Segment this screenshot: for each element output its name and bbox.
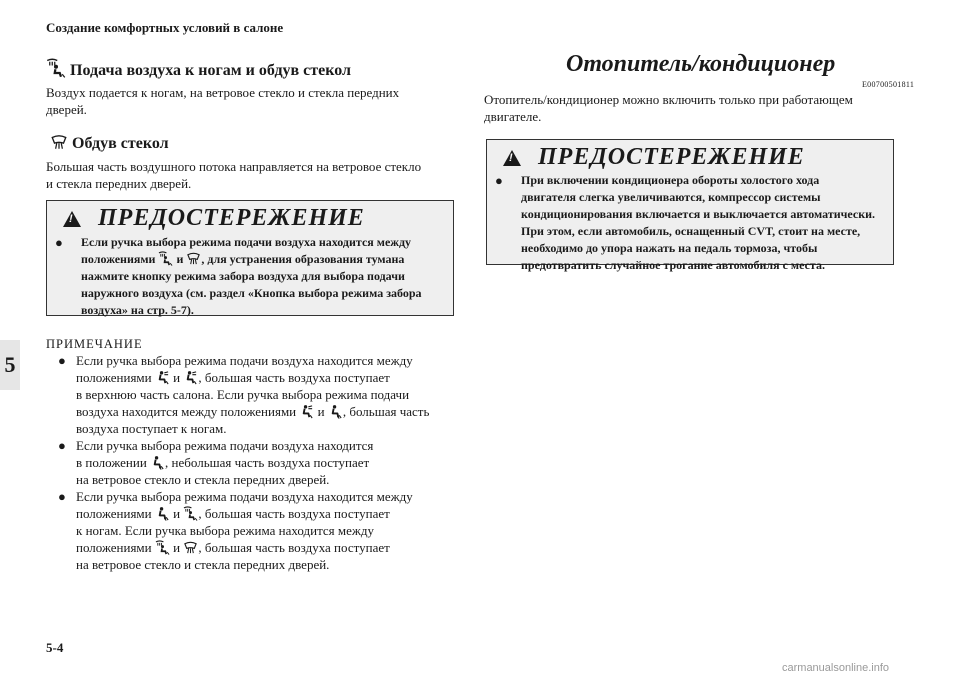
section-title: Подача воздуха к ногам и обдув стекол	[70, 62, 352, 79]
warning-heading	[63, 205, 365, 232]
text-line: предотвратить случайное трогание автомобиля с места.	[521, 258, 825, 272]
text-line: и стекла передних дверей.	[46, 176, 192, 191]
text-line: дверей.	[46, 102, 87, 117]
feet-icon	[155, 506, 170, 521]
page-number: 5-4	[46, 640, 64, 655]
chapter-tab: 5	[0, 340, 20, 390]
warning-box	[486, 139, 894, 272]
text-line: нажмите кнопку режима забора воздуха для выбора подачи	[81, 269, 405, 283]
text-line: воздуха» на стр. 5-7).	[81, 303, 194, 317]
defrost-feet-icon	[46, 58, 66, 78]
list-item	[58, 488, 458, 573]
defrost-feet-icon	[158, 251, 173, 266]
intro-text	[484, 91, 900, 125]
text-line: положениями и , большая часть воздуха поступает	[76, 540, 390, 555]
text-line: Отопитель/кондиционер можно включить только при работающем	[484, 92, 853, 107]
text-line: двигателя слегка увеличиваются, компрессор системы	[521, 190, 821, 204]
bullet-icon: ●	[58, 353, 66, 368]
warning-triangle-icon	[63, 211, 81, 227]
warning-text	[81, 234, 449, 319]
section-defrost-text	[46, 158, 456, 192]
face-feet-icon	[155, 370, 170, 385]
list-item	[58, 437, 458, 488]
warning-heading-text: ПРЕДОСТЕРЕЖЕНИЕ	[98, 205, 365, 231]
warning-box	[46, 200, 454, 316]
text-line: на ветровое стекло и стекла передних дверей.	[76, 472, 330, 487]
warning-text	[521, 172, 889, 274]
defrost-icon	[183, 540, 198, 555]
text-line: При этом, если автомобиль, оснащенный CVT, стоит на месте,	[521, 224, 861, 238]
defrost-feet-icon	[183, 506, 198, 521]
text-line: При включении кондиционера обороты холостого хода	[521, 173, 820, 187]
running-header: Создание комфортных условий в салоне	[46, 20, 284, 35]
text-line: необходимо до упора нажать на педаль тормоза, чтобы	[521, 241, 818, 255]
text-line: положениями и , большая часть воздуха поступает	[76, 506, 390, 521]
text-line: Если ручка выбора режима подачи воздуха находится между	[76, 353, 413, 368]
bullet-icon: ●	[55, 235, 63, 250]
section-title: Обдув стекол	[72, 135, 169, 152]
bullet-icon: ●	[495, 173, 503, 188]
text-line: двигателе.	[484, 109, 542, 124]
face-icon	[183, 370, 198, 385]
warning-triangle-icon	[503, 150, 521, 166]
defrost-icon	[50, 133, 68, 151]
feet-icon	[150, 455, 165, 470]
section-feet-defrost	[46, 58, 351, 80]
text-line: в верхнюю часть салона. Если ручка выбора режима подачи	[76, 387, 410, 402]
section-feet-defrost-text	[46, 84, 456, 118]
watermark: carmanualsonline.info	[782, 662, 890, 674]
note-label: ПРИМЕЧАНИЕ	[46, 337, 143, 351]
text-line: положениями и , большая часть воздуха поступает	[76, 370, 390, 385]
feet-icon	[328, 404, 343, 419]
text-line: наружного воздуха (см. раздел «Кнопка выбора режима забора	[81, 286, 422, 300]
text-line: к ногам. Если ручка выбора режима находится между	[76, 523, 374, 538]
text-line: Если ручка выбора режима подачи воздуха находится между	[76, 489, 413, 504]
bullet-icon: ●	[58, 489, 66, 504]
text-line: положениями и , для устранения образования тумана	[81, 252, 405, 266]
text-line: на ветровое стекло и стекла передних дверей.	[76, 557, 330, 572]
text-line: Воздух подается к ногам, на ветровое стекло и стекла передних	[46, 85, 400, 100]
defrost-icon	[186, 251, 201, 266]
text-line: Если ручка выбора режима подачи воздуха находится между	[81, 235, 412, 249]
text-line: Если ручка выбора режима подачи воздуха находится	[76, 438, 374, 453]
text-line: кондиционирования включается и выключается автоматически.	[521, 207, 876, 221]
list-item	[58, 352, 458, 437]
note-list	[58, 352, 458, 573]
document-code: E00700501811	[862, 80, 915, 89]
defrost-feet-icon	[155, 540, 170, 555]
text-line: в положении , небольшая часть воздуха поступает	[76, 455, 370, 470]
face-feet-icon	[299, 404, 314, 419]
warning-heading	[503, 144, 805, 171]
text-line: воздуха находится между положениями и , большая часть	[76, 404, 430, 419]
warning-heading-text: ПРЕДОСТЕРЕЖЕНИЕ	[538, 144, 805, 170]
page-title: Отопитель/кондиционер	[566, 51, 836, 77]
text-line: Большая часть воздушного потока направляется на ветровое стекло	[46, 159, 422, 174]
text-line: воздуха поступает к ногам.	[76, 421, 227, 436]
bullet-icon: ●	[58, 438, 66, 453]
section-defrost	[50, 133, 169, 153]
